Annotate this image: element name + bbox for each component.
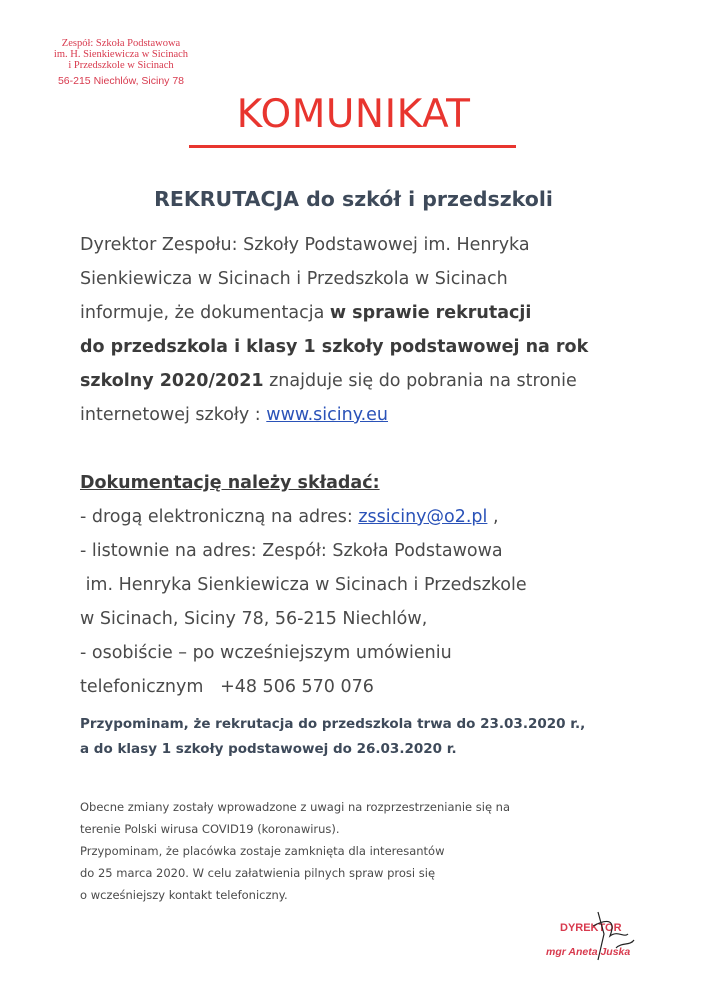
submission-section: [80, 466, 640, 704]
text-line: do 25 marca 2020. W celu załatwienia pilnych spraw prosi się: [80, 866, 436, 880]
page-title: KOMUNIKAT: [236, 92, 471, 137]
director-signature-stamp: [538, 908, 658, 968]
stamp-address: 56-215 Niechlów, Siciny 78: [57, 75, 185, 87]
text-line: Obecne zmiany zostały wprowadzone z uwagi na rozprzestrzenianie się na: [80, 800, 511, 814]
text-line: Przypominam, że placówka zostaje zamknięta dla interesantów: [80, 844, 445, 858]
text-span: informuje, że dokumentacja: [80, 303, 330, 323]
bold-span: szkolny 2020/2021: [80, 371, 264, 391]
text-line: telefonicznym +48 506 570 076: [80, 677, 374, 697]
text-line: o wcześniejszy kontakt telefoniczny.: [80, 888, 288, 902]
bold-span: w sprawie rekrutacji: [329, 303, 532, 323]
text-line: w Sicinach, Siciny 78, 56-215 Niechlów,: [80, 609, 428, 629]
submission-heading: Dokumentację należy składać:: [80, 473, 380, 493]
text-line: a do klasy 1 szkoły podstawowej do 26.03.2020 r.: [80, 741, 457, 757]
text-line: - listownie na adres: Zespół: Szkoła Podstawowa: [80, 541, 503, 561]
website-link[interactable]: www.siciny.eu: [266, 405, 389, 425]
page-subtitle: REKRUTACJA do szkół i przedszkoli: [154, 187, 553, 211]
bold-span: do przedszkola i klasy 1 szkoły podstawowej na rok: [80, 337, 589, 357]
text-line: [80, 364, 640, 398]
text-span: ,: [487, 507, 499, 527]
stamp-line: i Przedszkole w Sicinach: [68, 60, 174, 71]
text-line: Przypominam, że rekrutacja do przedszkola trwa do 23.03.2020 r.,: [80, 716, 586, 732]
text-line: - osobiście – po wcześniejszym umówieniu: [80, 643, 452, 663]
text-span: internetowej szkoły :: [80, 405, 267, 425]
text-span: znajduje się do pobrania na stronie: [263, 371, 577, 391]
text-line: [80, 500, 640, 534]
school-stamp: [26, 38, 216, 87]
text-line: terenie Polski wirusa COVID19 (koronawirus).: [80, 822, 340, 836]
text-span: - drogą elektroniczną na adres:: [80, 507, 359, 527]
signature-role: DYREKTOR: [560, 922, 622, 934]
text-line: Dyrektor Zespołu: Szkoły Podstawowej im. Henryka: [80, 235, 530, 255]
title-underline: [189, 145, 516, 148]
handwritten-signature-icon: [538, 908, 658, 968]
text-line: [80, 398, 640, 432]
stamp-line: Zespół: Szkoła Podstawowa: [61, 38, 181, 49]
deadline-reminder: [80, 712, 640, 762]
text-line: im. Henryka Sienkiewicza w Sicinach i Przedszkole: [80, 575, 527, 595]
intro-paragraph: [80, 228, 640, 432]
covid-notice: [80, 796, 640, 906]
email-link[interactable]: zssiciny@o2.pl: [358, 507, 488, 527]
signature-name: mgr Aneta Juska: [546, 946, 631, 958]
text-line: [80, 296, 640, 330]
text-line: [80, 330, 640, 364]
stamp-line: im. H. Sienkiewicza w Sicinach: [53, 49, 189, 60]
text-line: Sienkiewicza w Sicinach i Przedszkola w Sicinach: [80, 269, 508, 289]
